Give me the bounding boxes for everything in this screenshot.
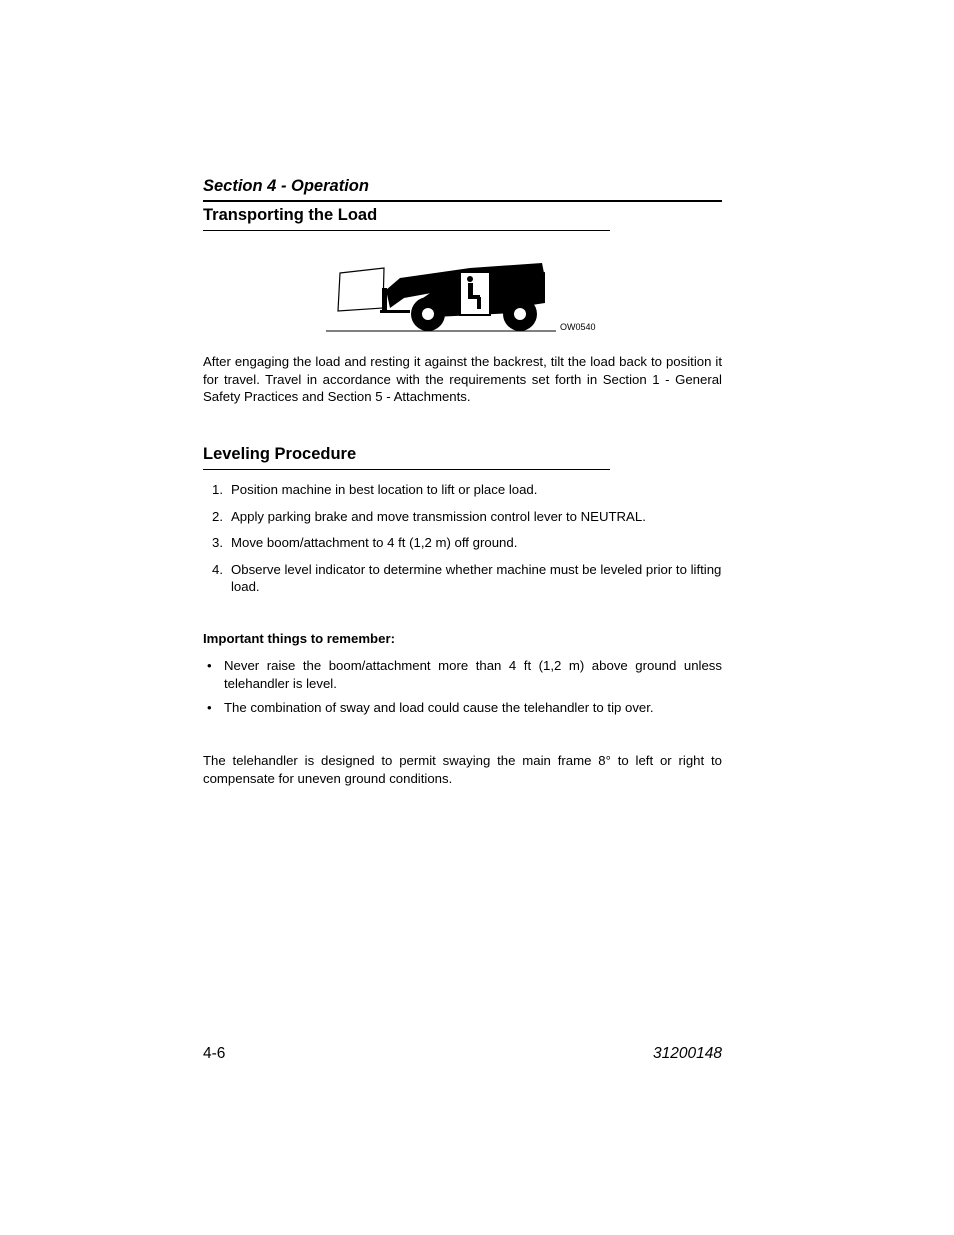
list-item	[203, 657, 722, 692]
step-text: Observe level indicator to determine whether machine must be leveled prior to lifting load.	[231, 561, 722, 594]
step-number: 2.	[212, 508, 223, 524]
list-item	[203, 699, 722, 717]
step-text: Apply parking brake and move transmission control lever to NEUTRAL.	[231, 508, 646, 524]
list-item	[203, 534, 722, 552]
transport-heading: Transporting the Load	[203, 206, 610, 231]
bullet-icon: •	[207, 658, 212, 673]
figure-code: OW0540	[560, 322, 596, 332]
page-number: 4-6	[203, 1045, 226, 1062]
bullet-text: Never raise the boom/attachment more than 4 ft (1,2 m) above ground unless telehandler is level.	[224, 658, 722, 691]
leveling-steps	[203, 481, 722, 605]
important-label: Important things to remember:	[203, 631, 395, 646]
list-item	[203, 561, 722, 596]
step-number: 4.	[212, 561, 223, 577]
section-header: Section 4 - Operation	[203, 177, 722, 202]
step-number: 3.	[212, 535, 223, 550]
step-text: Position machine in best location to lift or place load.	[231, 482, 538, 497]
bullet-text: The combination of sway and load could cause the telehandler to tip over.	[224, 700, 654, 715]
transport-paragraph: After engaging the load and resting it against the backrest, tilt the load back to position it for travel. Travel in accordance with the requirements set forth in Section 1 - General Safety Practices and Section 5 - Attachments.	[203, 354, 722, 404]
bullet-icon: •	[207, 700, 212, 715]
step-text: Move boom/attachment to 4 ft (1,2 m) off ground.	[231, 535, 518, 550]
step-number: 1.	[212, 482, 223, 497]
list-item	[203, 481, 722, 499]
leveling-heading: Leveling Procedure	[203, 445, 610, 470]
document-number: 31200148	[653, 1045, 722, 1062]
closing-paragraph: The telehandler is designed to permit swaying the main frame 8° to left or right to compensate for uneven ground conditions.	[203, 753, 722, 786]
list-item	[203, 508, 722, 526]
important-bullets	[203, 657, 722, 724]
